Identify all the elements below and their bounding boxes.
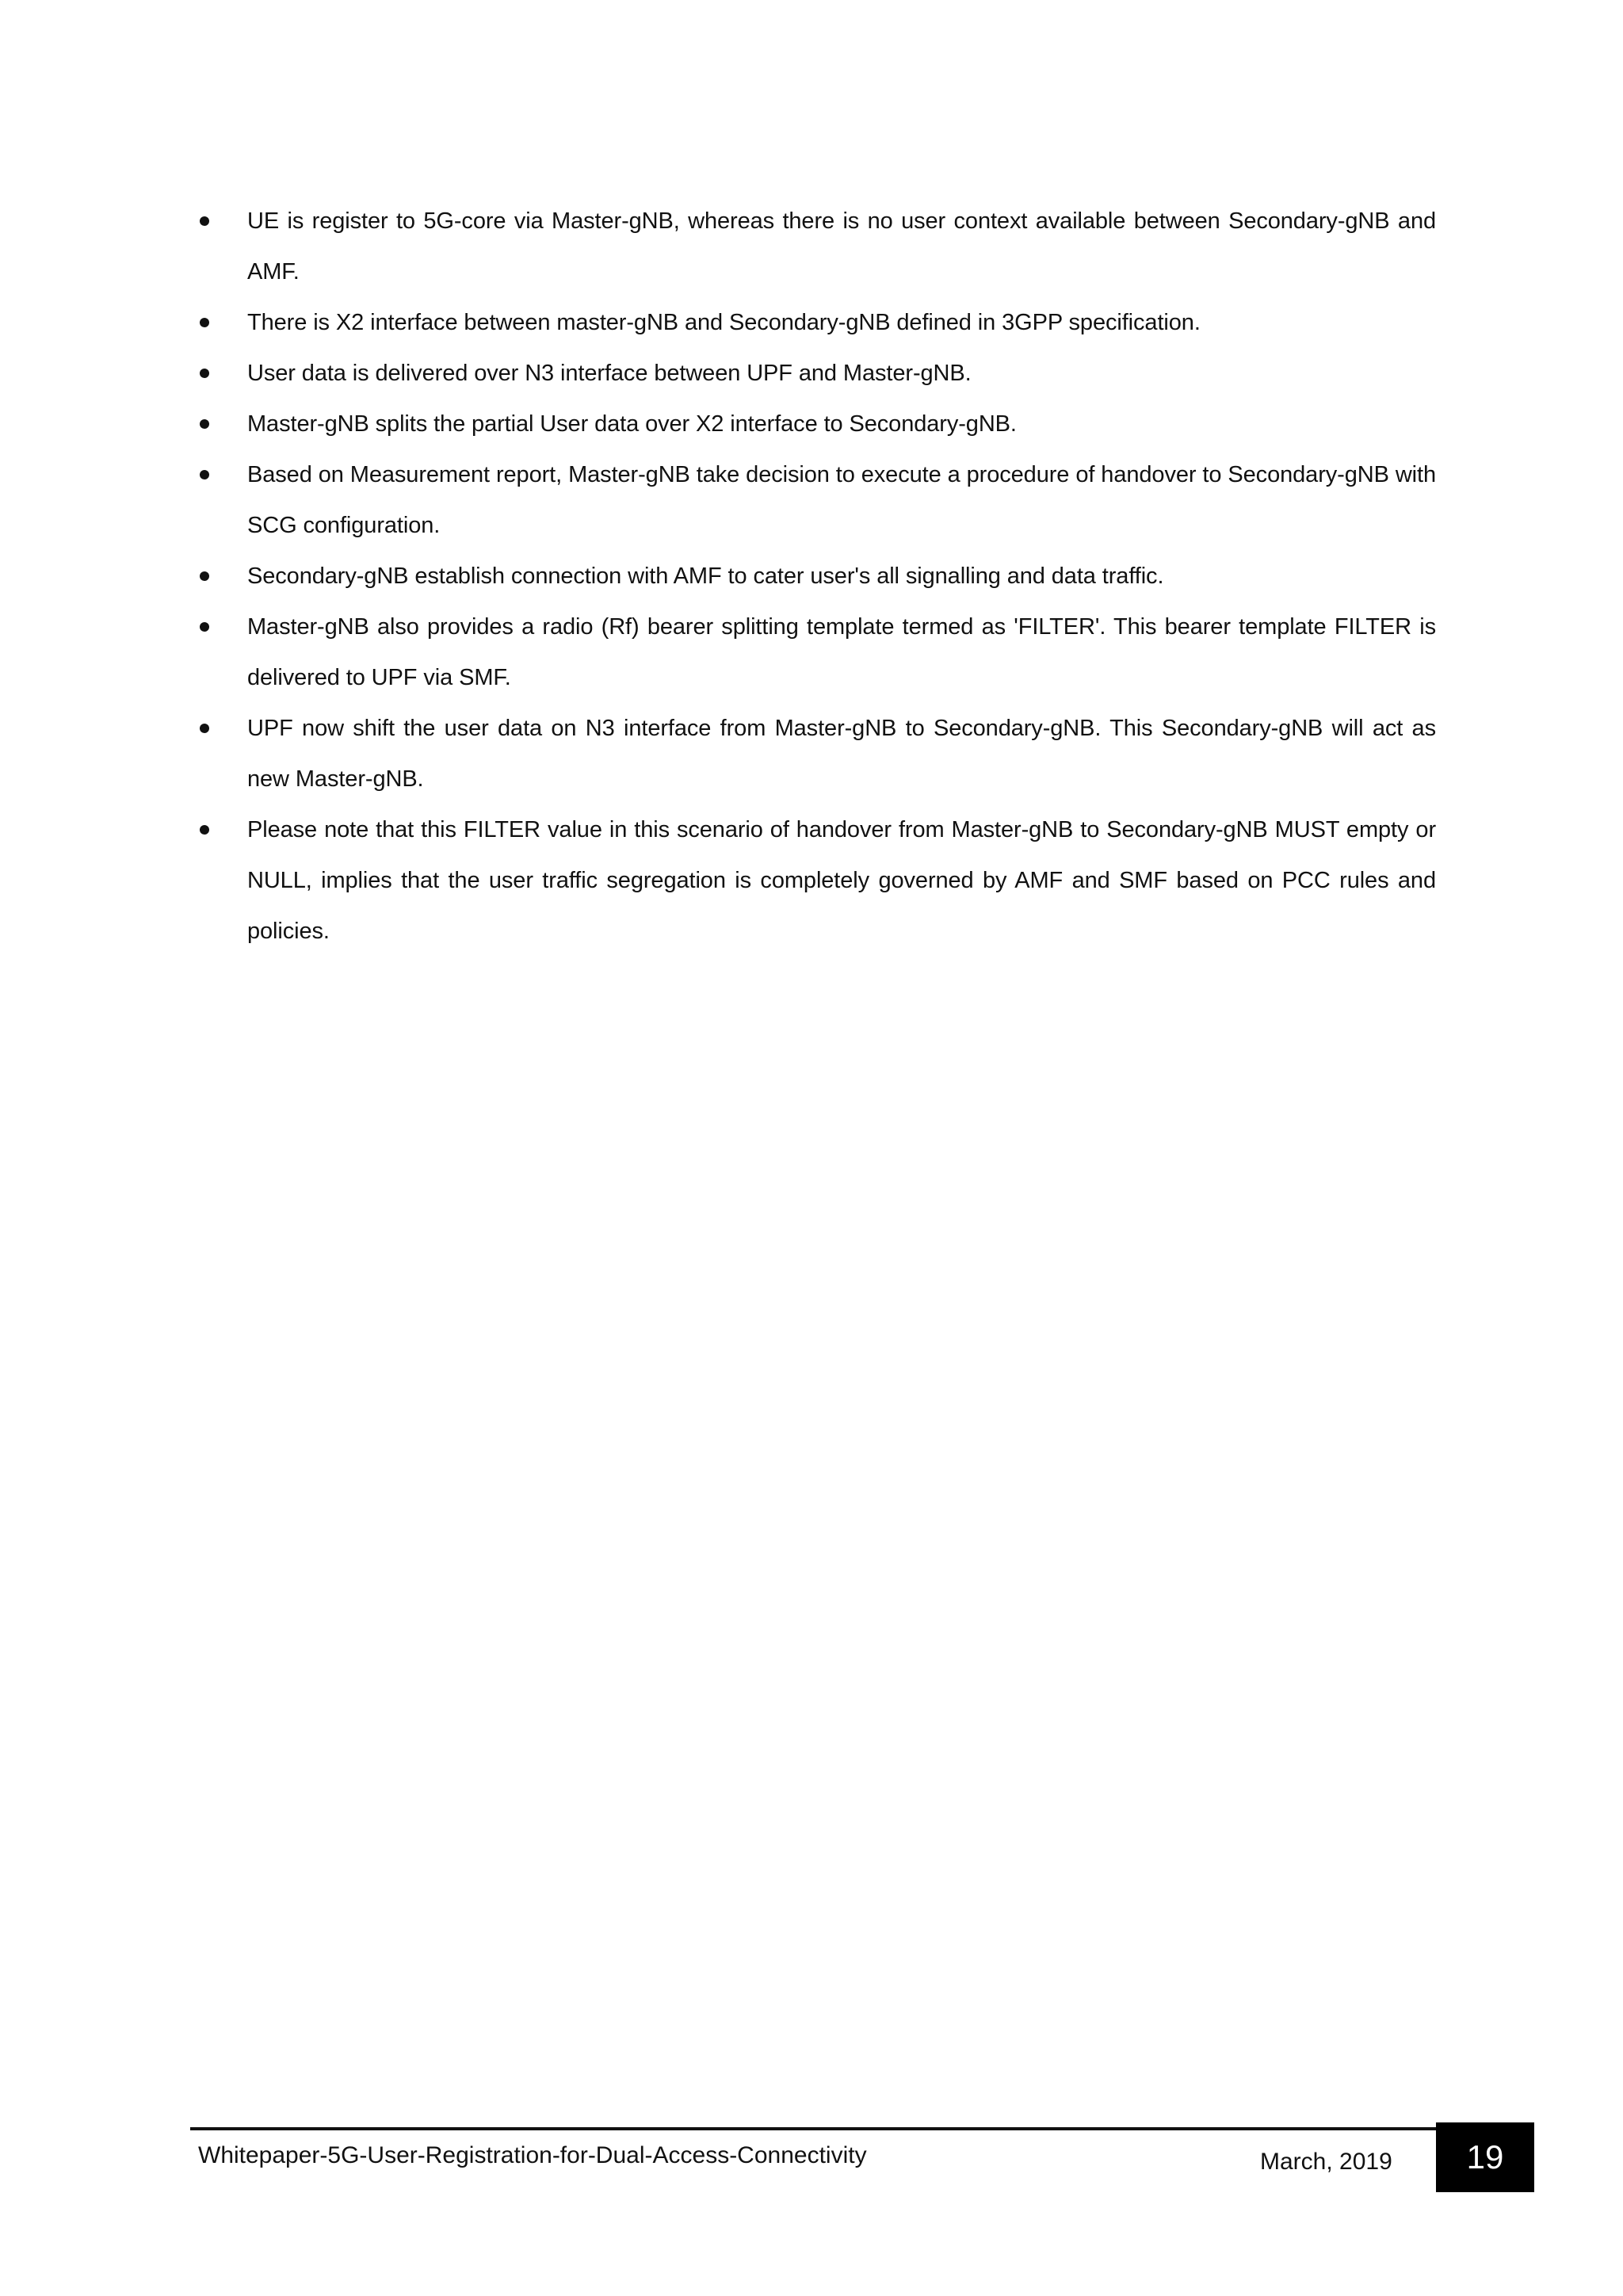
list-item xyxy=(190,399,1436,449)
bullet-icon xyxy=(200,571,209,581)
page-number-badge xyxy=(1436,2122,1534,2192)
bullet-icon xyxy=(200,318,209,327)
bullet-icon xyxy=(200,825,209,835)
list-item xyxy=(190,449,1436,551)
bullet-text: Secondary-gNB establish connection with AMF to cater user's all signalling and data traffic. xyxy=(247,563,1164,589)
list-item xyxy=(190,196,1436,297)
list-item xyxy=(190,703,1436,804)
footer-document-title: Whitepaper-5G-User-Registration-for-Dual-Access-Connectivity xyxy=(198,2142,867,2168)
bullet-icon xyxy=(200,470,209,479)
bullet-text: Master-gNB splits the partial User data over X2 interface to Secondary-gNB. xyxy=(247,411,1017,437)
bullet-text: Master-gNB also provides a radio (Rf) bearer splitting template termed as 'FILTER'. This bearer template FILTER is delivered to UPF via SMF. xyxy=(247,614,1436,690)
bullet-icon xyxy=(200,724,209,733)
bullet-icon xyxy=(200,369,209,378)
bullet-text: UPF now shift the user data on N3 interface from Master-gNB to Secondary-gNB. This Secondary-gNB will act as new Master-gNB. xyxy=(247,716,1436,792)
bullet-text: There is X2 interface between master-gNB and Secondary-gNB defined in 3GPP specification. xyxy=(247,310,1201,335)
footer-divider xyxy=(190,2127,1466,2130)
bullet-icon xyxy=(200,216,209,226)
list-item xyxy=(190,348,1436,399)
list-item xyxy=(190,551,1436,602)
bullet-icon xyxy=(200,419,209,429)
page-number: 19 xyxy=(1466,2138,1504,2176)
bullet-text: UE is register to 5G-core via Master-gNB, whereas there is no user context available between Secondary-gNB and AMF. xyxy=(247,208,1436,285)
list-item xyxy=(190,602,1436,703)
list-item xyxy=(190,804,1436,957)
bullet-icon xyxy=(200,622,209,632)
list-item xyxy=(190,297,1436,348)
footer-date: March, 2019 xyxy=(1260,2149,1392,2175)
bullet-text: Please note that this FILTER value in this scenario of handover from Master-gNB to Secondary-gNB MUST empty or NULL, implies that the user traffic segregation is completely governed by AMF and SMF based on PCC rules and policies. xyxy=(247,817,1436,944)
bullet-text: User data is delivered over N3 interface between UPF and Master-gNB. xyxy=(247,361,972,386)
bullet-list xyxy=(190,196,1436,957)
bullet-text: Based on Measurement report, Master-gNB take decision to execute a procedure of handover to Secondary-gNB with SCG configuration. xyxy=(247,462,1436,538)
